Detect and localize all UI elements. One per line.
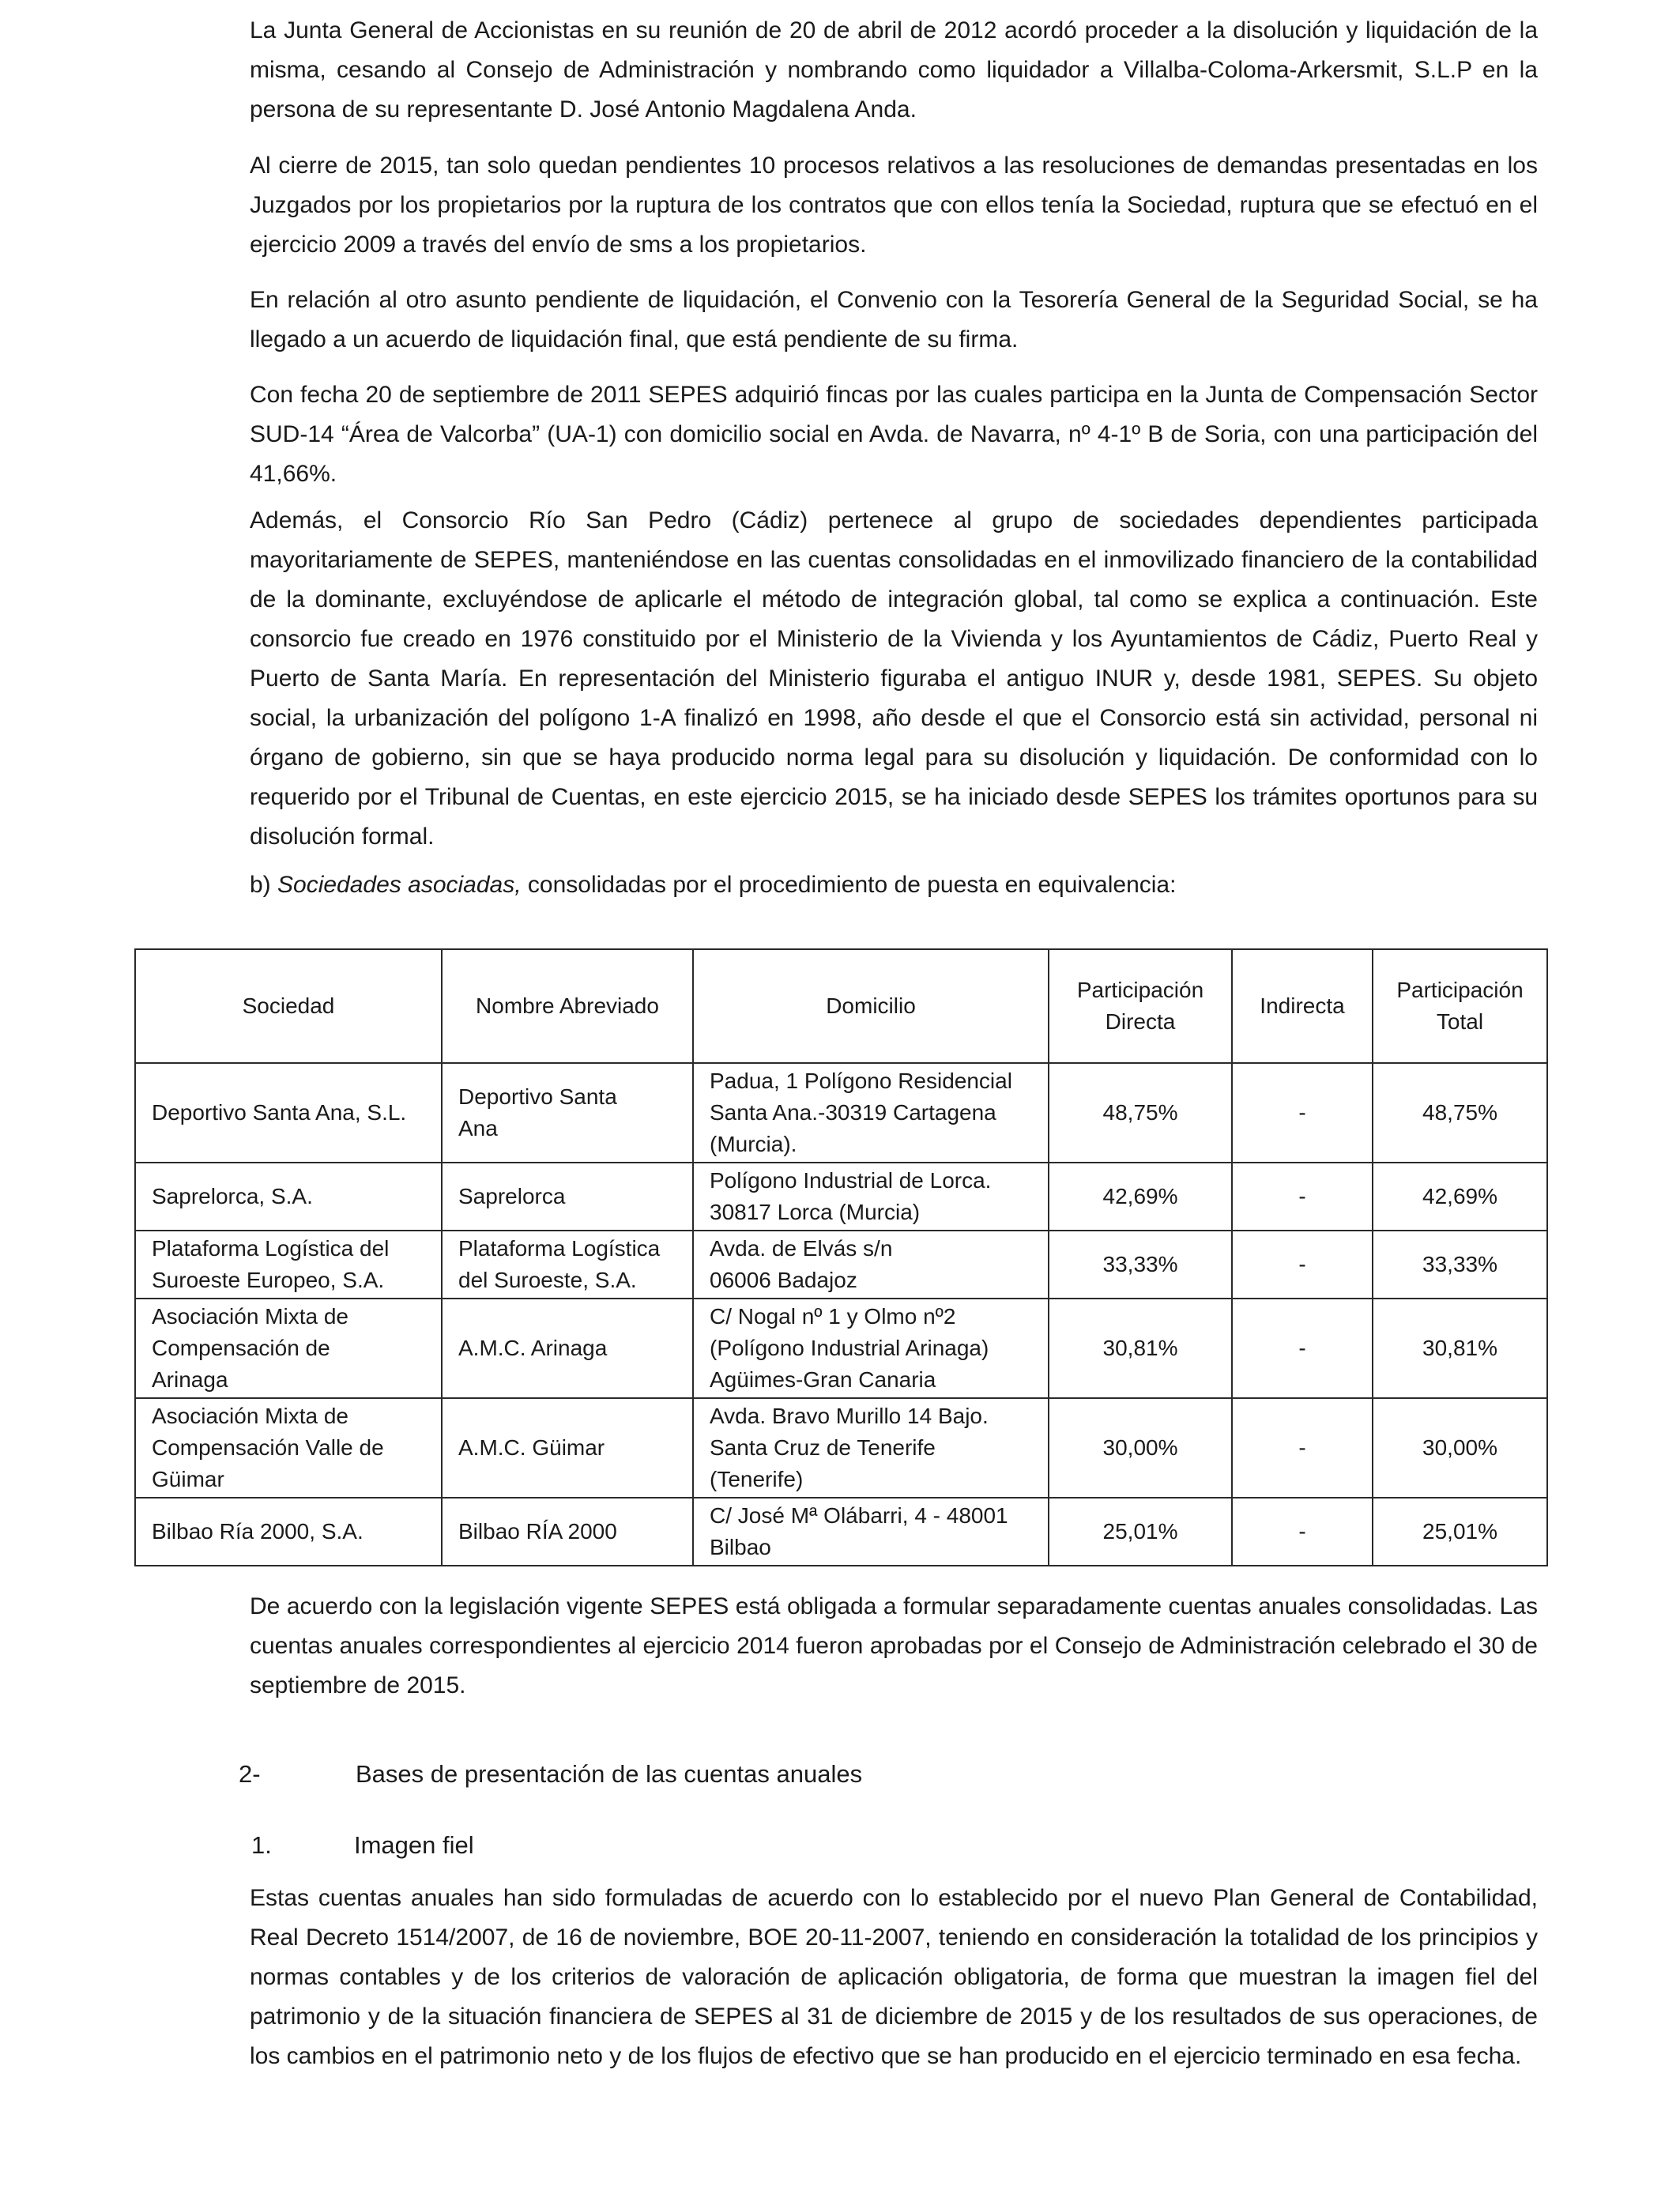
cell-sociedad: [135, 1063, 442, 1163]
cell-nombre-abreviado: [442, 1398, 693, 1498]
cell-line: Compensación Valle de: [152, 1435, 384, 1460]
cell-line: Asociación Mixta de: [152, 1404, 349, 1428]
cell-participacion-total: 48,75%: [1373, 1063, 1547, 1163]
cell-line: Santa Cruz de Tenerife: [710, 1435, 936, 1460]
cell-participacion-total: 30,00%: [1373, 1398, 1547, 1498]
cell-participacion-directa: 30,00%: [1049, 1398, 1232, 1498]
cell-sociedad: [135, 1398, 442, 1498]
cell-sociedad: [135, 1299, 442, 1398]
cell-sociedad: [135, 1231, 442, 1299]
cell-line: Padua, 1 Polígono Residencial: [710, 1069, 1012, 1093]
header-line: Participación: [1076, 978, 1204, 1002]
sociedades-asociadas-term: Sociedades asociadas,: [277, 872, 522, 898]
paragraph-junta-compensacion: Con fecha 20 de septiembre de 2011 SEPES adquirió fincas por las cuales participa en la Junta de Compensación Sector SUD-14 “Área de Valcorba” (UA-1) con domicilio social en Avda. de Navarra, nº 4-1º B de Soria, con una participación del 41,66%.: [250, 382, 1538, 487]
intro-rest-text: consolidadas por el procedimiento de puesta en equivalencia:: [521, 872, 1177, 898]
header-line: Directa: [1105, 1009, 1176, 1034]
cell-line: Güimar: [152, 1467, 224, 1491]
header-line: Total: [1436, 1009, 1484, 1034]
cell-participacion-directa: 48,75%: [1049, 1063, 1232, 1163]
cell-line: Saprelorca, S.A.: [152, 1184, 313, 1208]
cell-sociedad: [135, 1163, 442, 1231]
cell-line: (Polígono Industrial Arinaga): [710, 1336, 989, 1360]
paragraph-cierre-2015: Al cierre de 2015, tan solo quedan pendientes 10 procesos relativos a las resoluciones de demandas presentadas en los Juzgados por los propietarios por la ruptura de los contratos que con ellos tenía la Sociedad, ruptura que se efectuó en el ejercicio 2009 a través del envío de sms a los propietarios.: [250, 153, 1538, 258]
cell-indirecta: -: [1232, 1498, 1373, 1566]
column-header-sociedad: Sociedad: [135, 949, 442, 1063]
paragraph-junta-general: La Junta General de Accionistas en su reunión de 20 de abril de 2012 acordó proceder a la disolución y liquidación de la misma, cesando al Consejo de Administración y nombrando como liquidador a Villalba-Coloma-Arkersmit, S.L.P en la persona de su representante D. José Antonio Magdalena Anda.: [250, 17, 1538, 123]
table-header: [135, 949, 1547, 1063]
cell-line: (Tenerife): [710, 1467, 804, 1491]
section-2-title: Bases de presentación de las cuentas anuales: [356, 1760, 863, 1788]
table-row: [135, 1299, 1547, 1398]
cell-domicilio: [693, 1498, 1049, 1566]
cell-domicilio: [693, 1163, 1049, 1231]
cell-line: 06006 Badajoz: [710, 1268, 857, 1292]
cell-line: Bilbao Ría 2000, S.A.: [152, 1519, 363, 1544]
table-row: [135, 1163, 1547, 1231]
list-marker-b: b): [250, 872, 278, 898]
cell-indirecta: -: [1232, 1398, 1373, 1498]
column-header-participacion-directa: [1049, 949, 1232, 1063]
cell-sociedad: [135, 1498, 442, 1566]
cell-line: Suroeste Europeo, S.A.: [152, 1268, 385, 1292]
cell-participacion-directa: 25,01%: [1049, 1498, 1232, 1566]
column-header-participacion-total: [1373, 949, 1547, 1063]
column-header-domicilio: Domicilio: [693, 949, 1049, 1063]
cell-line: Arinaga: [152, 1367, 228, 1392]
table-row: [135, 1063, 1547, 1163]
cell-participacion-total: 33,33%: [1373, 1231, 1547, 1299]
cell-line: 30817 Lorca (Murcia): [710, 1200, 921, 1224]
table-row: [135, 1231, 1547, 1299]
cell-line: A.M.C. Arinaga: [458, 1336, 608, 1360]
cell-line: del Suroeste, S.A.: [458, 1268, 637, 1292]
column-header-indirecta: Indirecta: [1232, 949, 1373, 1063]
table-row: [135, 1498, 1547, 1566]
cell-domicilio: [693, 1398, 1049, 1498]
cell-line: Avda. Bravo Murillo 14 Bajo.: [710, 1404, 989, 1428]
cell-line: Plataforma Logística: [458, 1236, 661, 1261]
cell-line: Santa Ana.-30319 Cartagena: [710, 1100, 996, 1125]
cell-line: C/ José Mª Olábarri, 4 - 48001: [710, 1503, 1008, 1528]
cell-indirecta: -: [1232, 1231, 1373, 1299]
cell-domicilio: [693, 1063, 1049, 1163]
header-line: Participación: [1396, 978, 1524, 1002]
column-header-nombre-abreviado: Nombre Abreviado: [442, 949, 693, 1063]
cell-line: Avda. de Elvás s/n: [710, 1236, 893, 1261]
cell-line: Deportivo Santa: [458, 1084, 617, 1109]
cell-line: Bilbao: [710, 1535, 771, 1559]
cell-line: A.M.C. Güimar: [458, 1435, 605, 1460]
cell-indirecta: -: [1232, 1163, 1373, 1231]
cell-line: Saprelorca: [458, 1184, 566, 1208]
paragraph-consorcio-rio-san-pedro: Además, el Consorcio Río San Pedro (Cádiz) pertenece al grupo de sociedades dependientes participada mayoritariamente de SEPES, manteniéndose en las cuentas consolidadas en el inmovilizado financiero de la contabilidad de la dominante, excluyéndose de aplicarle el método de integración global, tal como se explica a continuación. Este consorcio fue creado en 1976 constituido por el Ministerio de la Vivienda y los Ayuntamientos de Cádiz, Puerto Real y Puerto de Santa María. En representación del Ministerio figuraba el antiguo INUR y, desde 1981, SEPES. Su objeto social, la urbanización del polígono 1-A finalizó en 1998, año desde el que el Consorcio está sin actividad, personal ni órgano de gobierno, sin que se haya producido norma legal para su disolución y liquidación. De conformidad con lo requerido por el Tribunal de Cuentas, en este ejercicio 2015, se ha iniciado desde SEPES los trámites oportunos para su disolución formal.: [250, 507, 1538, 850]
cell-participacion-total: 42,69%: [1373, 1163, 1547, 1231]
cell-domicilio: [693, 1299, 1049, 1398]
paragraph-imagen-fiel: Estas cuentas anuales han sido formuladas de acuerdo con lo establecido por el nuevo Plan General de Contabilidad, Real Decreto 1514/2007, de 16 de noviembre, BOE 20-11-2007, teniendo en consideración la totalidad de los principios y normas contables y de los criterios de valoración de aplicación obligatoria, de forma que muestran la imagen fiel del patrimonio y de la situación financiera de SEPES al 31 de diciembre de 2015 y de los resultados de sus operaciones, de los cambios en el patrimonio neto y de los flujos de efectivo que se han producido en el ejercicio terminado en esa fecha.: [250, 1885, 1538, 2069]
cell-participacion-directa: 33,33%: [1049, 1231, 1232, 1299]
cell-line: Deportivo Santa Ana, S.L.: [152, 1100, 407, 1125]
cell-nombre-abreviado: [442, 1498, 693, 1566]
sociedades-asociadas-table: [134, 948, 1548, 1566]
table-header-row: [135, 949, 1547, 1063]
cell-participacion-directa: 42,69%: [1049, 1163, 1232, 1231]
subsection-1-number: 1.: [251, 1831, 272, 1859]
cell-line: Polígono Industrial de Lorca.: [710, 1168, 992, 1193]
cell-line: Agüimes-Gran Canaria: [710, 1367, 936, 1392]
cell-participacion-directa: 30,81%: [1049, 1299, 1232, 1398]
table-body: [135, 1063, 1547, 1566]
cell-line: C/ Nogal nº 1 y Olmo nº2: [710, 1304, 956, 1329]
paragraph-convenio-tesoreria: En relación al otro asunto pendiente de liquidación, el Convenio con la Tesorería General de la Seguridad Social, se ha llegado a un acuerdo de liquidación final, que está pendiente de su firma.: [250, 287, 1538, 352]
cell-line: Compensación de: [152, 1336, 330, 1360]
subsection-1-title: Imagen fiel: [354, 1831, 474, 1859]
cell-participacion-total: 25,01%: [1373, 1498, 1547, 1566]
paragraph-cuentas-consolidadas: De acuerdo con la legislación vigente SEPES está obligada a formular separadamente cuentas anuales consolidadas. Las cuentas anuales correspondientes al ejercicio 2014 fueron aprobadas por el Consejo de Administración celebrado el 30 de septiembre de 2015.: [250, 1593, 1538, 1698]
cell-line: (Murcia).: [710, 1132, 797, 1156]
section-2-number: 2-: [239, 1760, 261, 1788]
cell-domicilio: [693, 1231, 1049, 1299]
cell-line: Plataforma Logística del: [152, 1236, 390, 1261]
cell-line: Ana: [458, 1116, 498, 1140]
cell-line: Asociación Mixta de: [152, 1304, 349, 1329]
cell-nombre-abreviado: [442, 1299, 693, 1398]
cell-nombre-abreviado: [442, 1063, 693, 1163]
paragraph-sociedades-asociadas-intro: [250, 865, 1538, 905]
table-row: [135, 1398, 1547, 1498]
cell-participacion-total: 30,81%: [1373, 1299, 1547, 1398]
cell-nombre-abreviado: [442, 1231, 693, 1299]
cell-indirecta: -: [1232, 1299, 1373, 1398]
cell-indirecta: -: [1232, 1063, 1373, 1163]
cell-line: Bilbao RÍA 2000: [458, 1519, 617, 1544]
cell-nombre-abreviado: [442, 1163, 693, 1231]
